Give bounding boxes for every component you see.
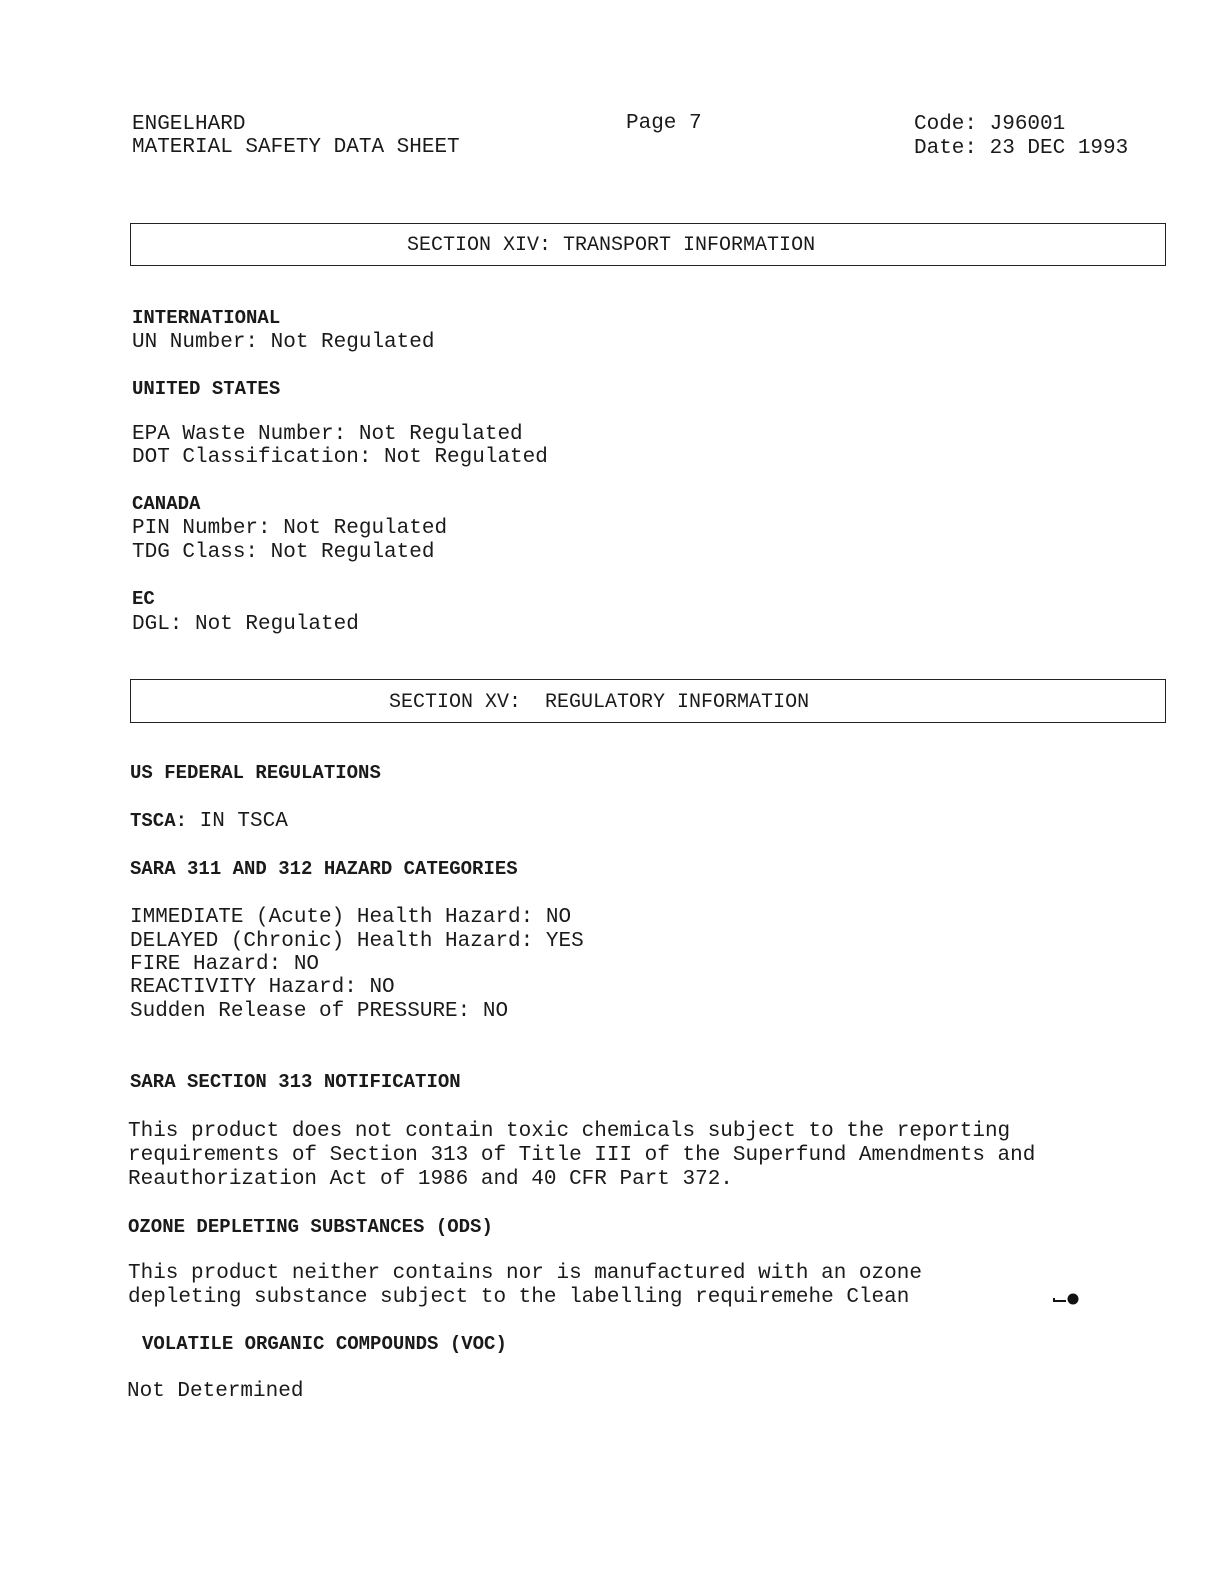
un-number: UN Number: Not Regulated — [132, 331, 435, 354]
dot-classification: DOT Classification: Not Regulated — [132, 446, 548, 469]
hazard-delayed: DELAYED (Chronic) Health Hazard: YES — [130, 930, 584, 953]
document-code: Code: J96001 — [914, 113, 1066, 136]
united-states-heading: UNITED STATES — [132, 378, 281, 400]
document-title: MATERIAL SAFETY DATA SHEET — [132, 136, 460, 159]
hazard-reactivity: REACTIVITY Hazard: NO — [130, 976, 395, 999]
pin-number: PIN Number: Not Regulated — [132, 517, 448, 540]
hazard-immediate: IMMEDIATE (Acute) Health Hazard: NO — [130, 906, 572, 929]
tdg-class: TDG Class: Not Regulated — [132, 541, 435, 564]
company-name: ENGELHARD — [132, 113, 246, 136]
scan-artifact-mark-icon — [1052, 1290, 1084, 1306]
sara-313-text-line-1: This product does not contain toxic chemicals subject to the reporting — [128, 1120, 1011, 1143]
section-15-title: SECTION XV: REGULATORY INFORMATION — [389, 691, 810, 714]
ods-text-line-1: This product neither contains nor is manufactured with an ozone — [128, 1262, 922, 1285]
epa-waste-number: EPA Waste Number: Not Regulated — [132, 423, 523, 446]
ods-heading: OZONE DEPLETING SUBSTANCES (ODS) — [128, 1216, 493, 1238]
international-heading: INTERNATIONAL — [132, 307, 281, 329]
canada-heading: CANADA — [132, 493, 201, 515]
us-federal-heading: US FEDERAL REGULATIONS — [130, 762, 381, 784]
section-15-header-box — [130, 679, 1166, 723]
sara-313-text-line-3: Reauthorization Act of 1986 and 40 CFR Part 372. — [128, 1168, 733, 1191]
dgl: DGL: Not Regulated — [132, 613, 359, 636]
section-14-title: SECTION XIV: TRANSPORT INFORMATION — [407, 234, 816, 257]
tsca-label: TSCA: — [130, 810, 188, 832]
sara-313-text-line-2: requirements of Section 313 of Title III of the Superfund Amendments and — [128, 1144, 1036, 1167]
voc-value: Not Determined — [127, 1380, 304, 1403]
sara-313-heading: SARA SECTION 313 NOTIFICATION — [130, 1071, 461, 1093]
ec-heading: EC — [132, 588, 155, 610]
hazard-fire: FIRE Hazard: NO — [130, 953, 320, 976]
tsca-value: IN TSCA — [187, 810, 288, 833]
voc-heading: VOLATILE ORGANIC COMPOUNDS (VOC) — [142, 1333, 507, 1355]
document-date: Date: 23 DEC 1993 — [914, 137, 1129, 160]
page-number: Page 7 — [626, 112, 702, 135]
sara-311-312-heading: SARA 311 AND 312 HAZARD CATEGORIES — [130, 858, 518, 880]
section-14-header-box — [130, 223, 1166, 266]
tsca-line — [130, 810, 288, 833]
hazard-pressure: Sudden Release of PRESSURE: NO — [130, 1000, 509, 1023]
ods-text-line-2: depleting substance subject to the labelling requiremehe Clean — [128, 1286, 910, 1309]
